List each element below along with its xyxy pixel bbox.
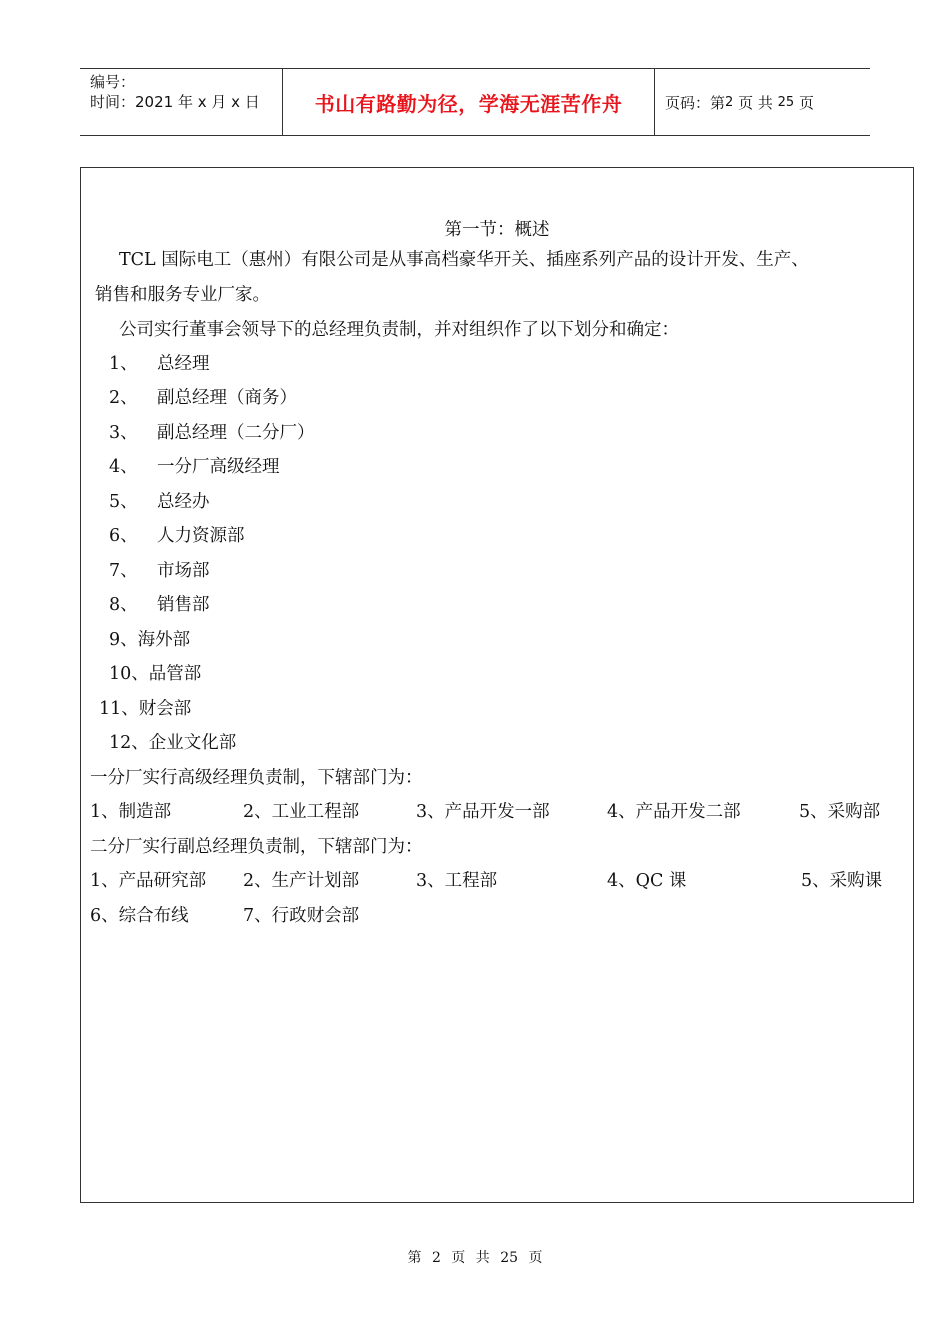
org-item <box>109 422 315 444</box>
dept-item: 4、产品开发二部 <box>607 802 741 822</box>
org-item <box>109 387 297 409</box>
org-item-num: 2、 <box>109 388 138 408</box>
org-item-num: 8、 <box>109 595 138 615</box>
org-item <box>109 560 210 582</box>
dept-item: 2、生产计划部 <box>243 871 360 891</box>
org-item-num: 5、 <box>109 492 138 512</box>
org-item-num: 4、 <box>109 457 138 477</box>
header-page-number <box>655 69 870 135</box>
dept-item: 1、产品研究部 <box>90 871 207 891</box>
factory1-intro: 一分厂实行高级经理负责制，下辖部门为： <box>90 768 423 788</box>
page-header <box>80 68 870 136</box>
dept-item: 7、行政财会部 <box>243 906 360 926</box>
dept-item: 3、工程部 <box>416 871 498 891</box>
org-item-label: 人力资源部 <box>157 526 245 546</box>
org-item <box>109 525 245 547</box>
factory2-dept-row <box>90 905 905 927</box>
page-total: 25 <box>777 94 795 110</box>
factory1-dept-row <box>90 801 905 823</box>
intro-line-2: 销售和服务专业厂家。 <box>95 285 270 305</box>
section-title: 第一节：概述 <box>444 220 550 240</box>
org-item <box>109 594 210 616</box>
org-item-label: 销售部 <box>157 595 210 615</box>
factory2-intro: 二分厂实行副总经理负责制，下辖部门为： <box>90 837 423 857</box>
org-item-label: 副总经理（商务） <box>157 388 297 408</box>
dept-item: 4、QC 课 <box>607 871 687 891</box>
dept-item: 3、产品开发一部 <box>416 802 550 822</box>
page-mid: 页 共 <box>738 93 773 112</box>
page-footer: 第 2 页 共 25 页 <box>407 1250 543 1266</box>
org-item <box>109 456 280 478</box>
org-item: 12、企业文化部 <box>109 733 237 753</box>
org-intro: 公司实行董事会领导下的总经理负责制，并对组织作了以下划分和确定： <box>119 320 679 340</box>
org-item-num: 3、 <box>109 423 138 443</box>
content-box <box>80 167 914 1203</box>
header-meta <box>80 69 282 135</box>
org-item: 9、海外部 <box>109 630 191 650</box>
org-item: 10、品管部 <box>109 664 202 684</box>
page-current: 2 <box>725 94 734 110</box>
dept-item: 1、制造部 <box>90 802 172 822</box>
factory2-dept-row <box>90 870 905 892</box>
org-item-num: 1、 <box>109 354 138 374</box>
org-item-label: 总经理 <box>157 354 210 374</box>
intro-line-1: TCL 国际电工（惠州）有限公司是从事高档豪华开关、插座系列产品的设计开发、生产、 <box>119 250 809 270</box>
org-item-num: 7、 <box>109 561 138 581</box>
org-item <box>109 491 210 513</box>
document-number-label: 编号： <box>90 73 136 91</box>
dept-item: 5、采购部 <box>799 802 881 822</box>
dept-item: 2、工业工程部 <box>243 802 360 822</box>
org-item-label: 市场部 <box>157 561 210 581</box>
org-item-num: 6、 <box>109 526 138 546</box>
document-date: 时间：2021 年 x 月 x 日 <box>90 93 260 111</box>
dept-item: 6、综合布线 <box>90 906 189 926</box>
dept-item: 5、采购课 <box>801 871 883 891</box>
page-prefix: 页码：第 <box>665 93 726 112</box>
org-item-label: 副总经理（二分厂） <box>157 423 315 443</box>
org-item-label: 总经办 <box>157 492 210 512</box>
page-suffix: 页 <box>798 93 814 112</box>
org-item <box>109 353 210 375</box>
header-motto: 书山有路勤为径，学海无涯苦作舟 <box>282 69 655 135</box>
org-item: 11、财会部 <box>99 699 192 719</box>
org-item-label: 一分厂高级经理 <box>157 457 280 477</box>
